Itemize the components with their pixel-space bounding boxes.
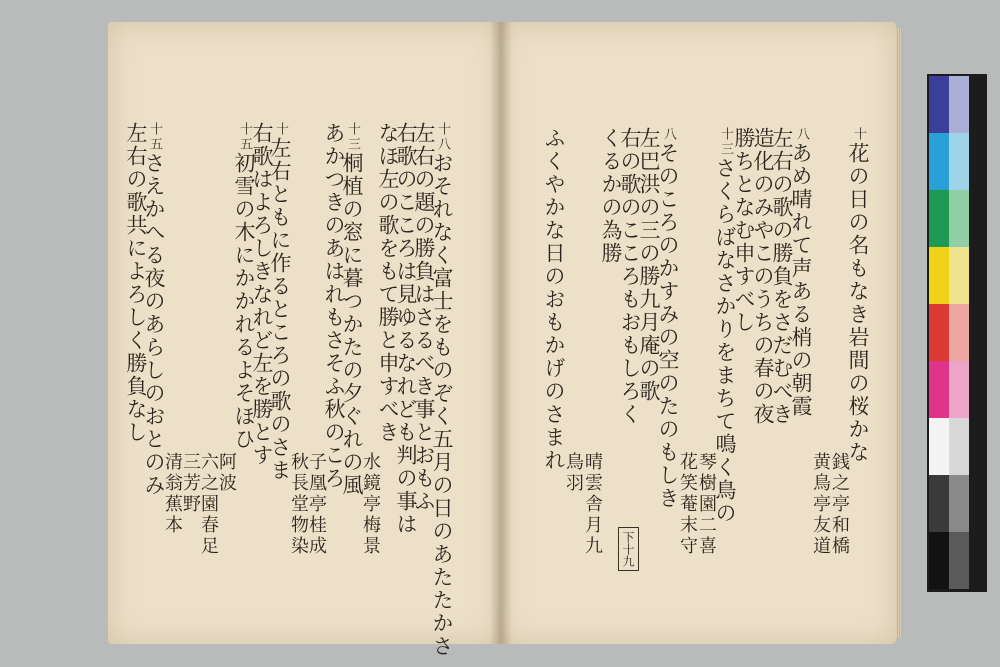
column-text: 清翁蕉本 (162, 452, 183, 536)
poem-number: 十五 (147, 122, 162, 152)
poem-number: 十三 (345, 122, 360, 152)
poem-number: 十五 (237, 122, 252, 152)
column-text: 銭之亭和橋 (829, 452, 850, 557)
column-text: あめ晴れて声ある梢の朝霞 (789, 142, 813, 418)
color-swatch (949, 133, 969, 190)
book-gutter (490, 22, 512, 644)
open-book (108, 22, 896, 658)
text-column (322, 122, 346, 490)
column-text: 造化のみやこのうちの春の夜 (751, 127, 775, 426)
column-text: 花笑菴末守 (677, 452, 698, 557)
color-swatch (949, 418, 969, 475)
poem-number: 十 (273, 122, 288, 137)
column-text: 勝ちとなむ申すべし (732, 127, 756, 334)
left-page (108, 22, 500, 658)
folio-number: 下十九 (618, 527, 639, 571)
poem-number: 十八 (435, 122, 450, 152)
color-swatch (949, 190, 969, 247)
column-text: 花の日の名もなき岩間の桜かな (846, 142, 870, 464)
color-swatch (949, 304, 969, 361)
column-text: くるかの為勝 (599, 127, 623, 265)
column-text: そのころのかすみの空のたのもしき (656, 142, 680, 510)
color-swatch (949, 247, 969, 304)
text-column (542, 127, 566, 472)
column-text: 水鏡亭梅景 (360, 452, 381, 557)
column-text: 六之園春足 (198, 452, 219, 557)
color-swatch (929, 532, 949, 589)
column-text: 左右の題の勝負はさるべき事とおもふ (412, 122, 436, 513)
color-swatch (929, 418, 949, 475)
color-swatch (949, 475, 969, 532)
poem-number: 八 (661, 127, 676, 142)
color-swatch (929, 361, 949, 418)
column-text: 左右の歌の勝負をさだむべき (770, 127, 794, 426)
right-page (500, 22, 896, 644)
column-text: ふくやかな日のおもかげのさまれ (542, 127, 566, 472)
poem-number: 八 (794, 127, 809, 142)
text-column (846, 127, 870, 464)
color-swatch (929, 133, 949, 190)
column-text: 右歌のこころは見ゆるなれども判の事は (394, 122, 418, 536)
color-swatch (929, 190, 949, 247)
column-text: なほ左の歌をもて勝と申すべき (376, 122, 400, 444)
column-text: 左右の歌共によろしく勝負なし (124, 122, 148, 444)
column-text: 右の歌のこころもおもしろく (618, 127, 642, 426)
column-text: 左巴洪の三の勝九月庵の歌 (637, 127, 661, 403)
poem-number: 十 (851, 127, 866, 142)
column-text: 三芳野 (180, 452, 201, 515)
column-text: おそれなく富士をものぞく五月の日のあたたかさ (430, 152, 454, 658)
column-text: 右歌はよろしきなれど左を勝とす (250, 122, 274, 467)
column-text: さえかへる夜のあらしのおとのみ (142, 152, 166, 497)
column-text: 琴樹園二喜 (696, 452, 717, 557)
column-text: 黄鳥亭友道 (810, 452, 831, 557)
text-column (232, 122, 256, 451)
column-text: 子凰亭桂成 (306, 452, 327, 557)
color-swatch (929, 475, 949, 532)
column-text: 桐植の窓に暮つかたの夕ぐれの風 (340, 152, 364, 497)
color-swatch (929, 76, 949, 133)
color-swatch (949, 76, 969, 133)
color-swatch (949, 361, 969, 418)
page-edges (896, 28, 902, 638)
column-text: 鳥羽 (563, 452, 584, 494)
column-text: 秋長堂物染 (288, 452, 309, 557)
column-text: 阿波 (216, 452, 237, 494)
signature-column (808, 452, 832, 557)
column-text: 初雪の木にかかれるよそほひ (232, 152, 256, 451)
color-checker (927, 74, 987, 592)
column-text: 左右ともに作るところの歌のさま (268, 137, 292, 482)
color-swatch (949, 532, 969, 589)
color-swatch (929, 247, 949, 304)
column-text: さくらばなさかりをまちて鳴く鳥の (713, 157, 737, 525)
text-column (376, 122, 400, 444)
color-swatch (929, 304, 949, 361)
column-text: 晴雲舎月九 (582, 452, 603, 557)
text-column (124, 122, 148, 444)
text-column (599, 127, 623, 265)
poem-number: 十三 (718, 127, 733, 157)
column-text: あかつきのあはれもさそふ秋のころ (322, 122, 346, 490)
